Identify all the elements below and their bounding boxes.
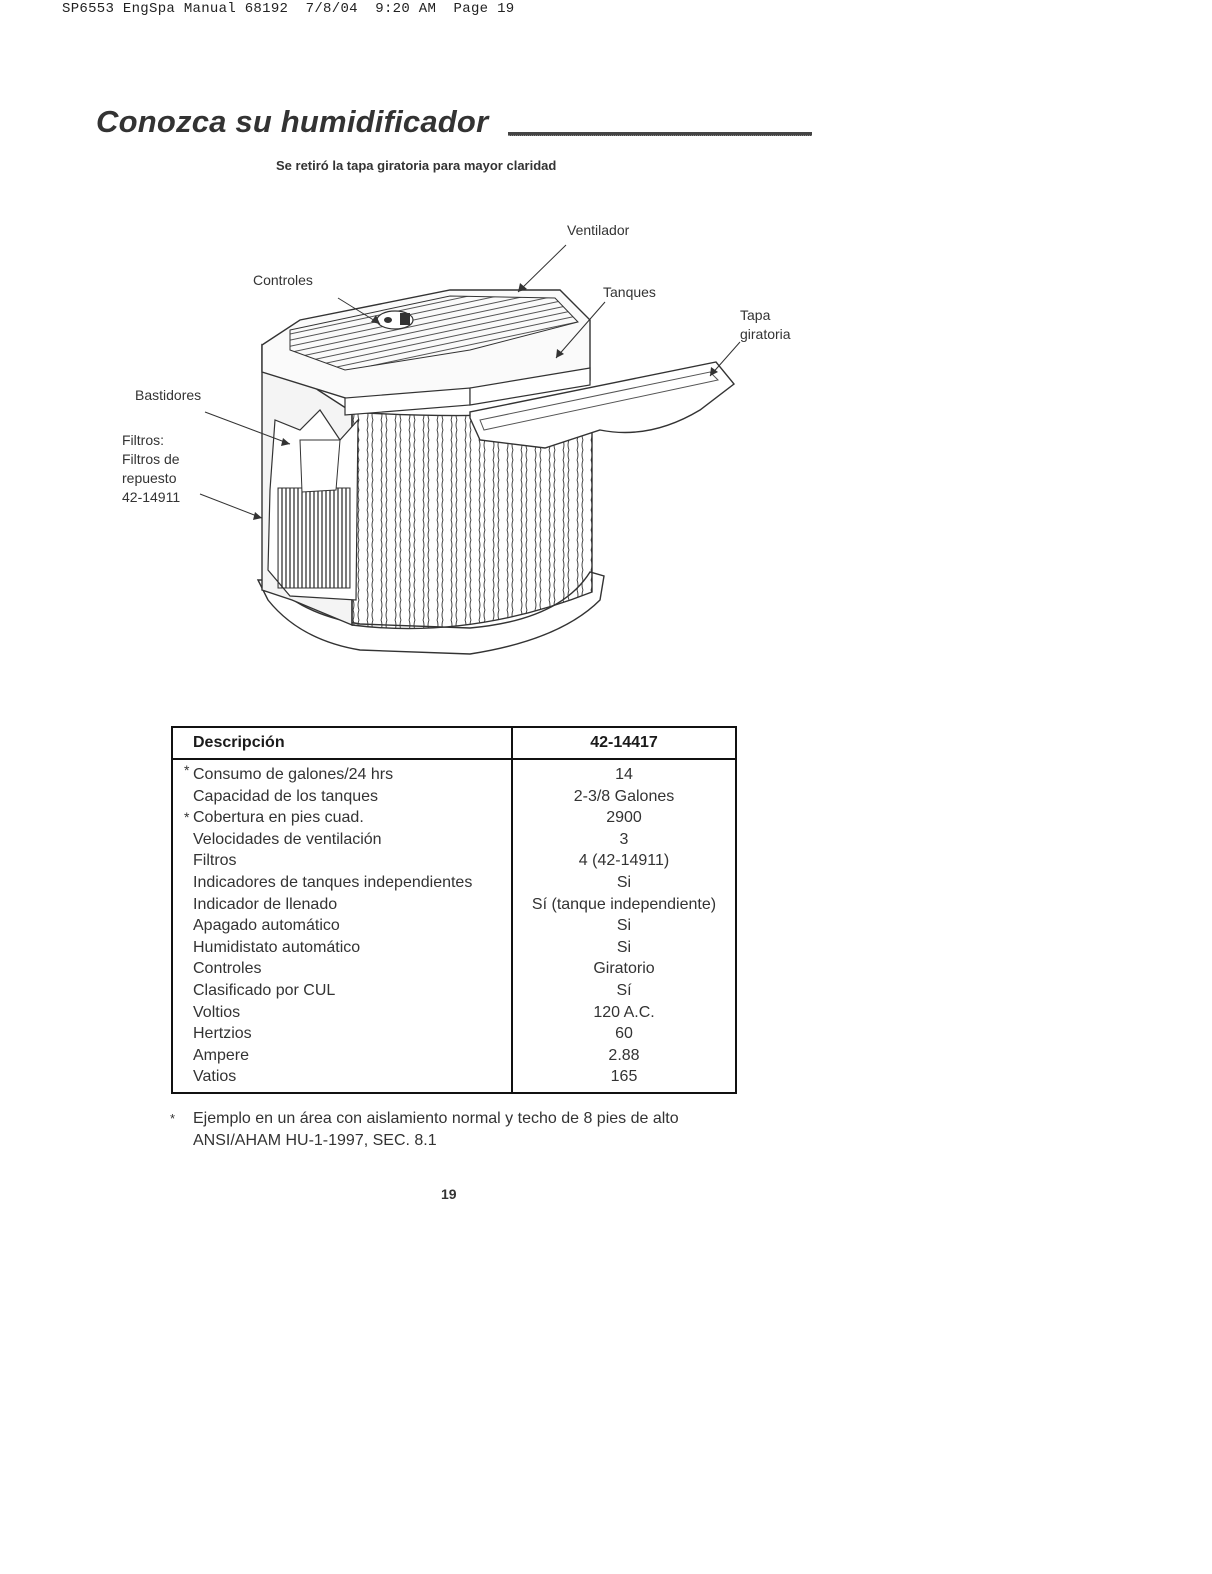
- cell-description: [172, 829, 512, 851]
- specifications-table: [171, 726, 737, 1094]
- table-body: [172, 759, 736, 1093]
- cell-description: [172, 1045, 512, 1067]
- label-ventilador: Ventilador: [567, 222, 630, 238]
- table-header-row: [172, 727, 736, 759]
- cell-value: 2-3/8 Galones: [573, 787, 675, 805]
- cell-description: [172, 807, 512, 829]
- table-row: [172, 829, 736, 851]
- filter-pad: [278, 488, 350, 588]
- row-label: Indicador de llenado: [193, 895, 338, 913]
- cell-value: Si: [616, 938, 632, 956]
- cell-description: [172, 958, 512, 980]
- cell-description: [172, 759, 512, 786]
- cell-description: [172, 850, 512, 872]
- cell-value: 14: [615, 766, 633, 783]
- row-label: Hertzios: [193, 1025, 252, 1043]
- label-filtros-line4: 42-14911: [122, 489, 181, 505]
- page-title: Conozca su humidificador: [96, 104, 489, 139]
- footnote-mark: *: [170, 1111, 176, 1126]
- cell-description: [172, 872, 512, 894]
- row-label: Cobertura en pies cuad.: [193, 809, 364, 827]
- header-description: Descripción: [172, 727, 512, 759]
- row-label: Controles: [193, 960, 262, 978]
- table-row: [172, 1002, 736, 1024]
- table-row: [172, 1023, 736, 1045]
- row-label: Ampere: [193, 1046, 250, 1064]
- cell-description: [172, 786, 512, 808]
- row-label: Voltios: [193, 1003, 241, 1021]
- cell-description: [172, 894, 512, 916]
- diagram-subtitle: Se retiró la tapa giratoria para mayor claridad: [276, 158, 557, 173]
- cell-description: [172, 915, 512, 937]
- cell-value: Si: [616, 873, 632, 891]
- page-number: 19: [441, 1186, 457, 1202]
- cell-value: 165: [610, 1068, 638, 1086]
- row-label: Clasificado por CUL: [193, 981, 336, 999]
- label-filtros-line3: repuesto: [122, 470, 177, 486]
- footnote-line2: ANSI/AHAM HU-1-1997, SEC. 8.1: [193, 1132, 437, 1149]
- table-row: [172, 1066, 736, 1093]
- cell-value: Si: [616, 917, 632, 935]
- filter-frame: [300, 440, 340, 492]
- cell-value: 60: [615, 1025, 633, 1043]
- table-row: [172, 958, 736, 980]
- row-label: Consumo de galones/24 hrs: [193, 766, 394, 783]
- table-row: [172, 850, 736, 872]
- label-filtros-line2: Filtros de: [122, 451, 180, 467]
- cell-value: 2900: [606, 809, 642, 827]
- table-row: [172, 807, 736, 829]
- label-filtros-line1: Filtros:: [122, 432, 164, 448]
- humidifier-illustration: [0, 0, 1212, 700]
- cell-description: [172, 1002, 512, 1024]
- row-label: Humidistato automático: [193, 938, 361, 956]
- cell-description: [172, 980, 512, 1002]
- cell-value: Sí (tanque independiente): [531, 895, 717, 913]
- row-label: Capacidad de los tanques: [193, 787, 379, 805]
- footnote: [170, 1108, 679, 1152]
- row-label: Vatios: [193, 1068, 237, 1086]
- table-row: [172, 786, 736, 808]
- label-filtros: [122, 431, 180, 507]
- table-row: [172, 1045, 736, 1067]
- table-row: [172, 759, 736, 786]
- row-label: Velocidades de ventilación: [193, 830, 382, 848]
- cell-value: Sí: [616, 981, 632, 999]
- cell-value: 120 A.C.: [593, 1003, 655, 1021]
- cell-value: Giratorio: [593, 960, 655, 978]
- table-row: [172, 894, 736, 916]
- row-asterisk: *: [184, 809, 190, 826]
- table-row: [172, 915, 736, 937]
- footnote-line1: Ejemplo en un área con aislamiento normal y techo de 8 pies de alto: [193, 1110, 679, 1127]
- cell-value: 4 (42-14911): [578, 852, 670, 870]
- row-asterisk: *: [184, 762, 190, 778]
- cell-description: [172, 1066, 512, 1093]
- label-tapa-line2: giratoria: [740, 326, 791, 342]
- cell-value: 3: [619, 830, 629, 848]
- label-tapa-line1: Tapa: [740, 307, 771, 323]
- cell-description: [172, 937, 512, 959]
- cell-value: 2.88: [608, 1046, 640, 1064]
- header-model: 42-14417: [512, 727, 736, 759]
- label-tanques: Tanques: [603, 284, 656, 300]
- table-row: [172, 937, 736, 959]
- cell-description: [172, 1023, 512, 1045]
- document-header: SP6553 EngSpa Manual 68192 7/8/04 9:20 AM Page 19: [62, 1, 515, 17]
- label-bastidores: Bastidores: [135, 387, 202, 403]
- label-tapa-giratoria: [740, 306, 791, 344]
- table-row: [172, 872, 736, 894]
- row-label: Indicadores de tanques independientes: [193, 873, 473, 891]
- row-label: Filtros: [193, 852, 237, 870]
- table-row: [172, 980, 736, 1002]
- row-label: Apagado automático: [193, 917, 340, 935]
- label-controles: Controles: [253, 272, 313, 288]
